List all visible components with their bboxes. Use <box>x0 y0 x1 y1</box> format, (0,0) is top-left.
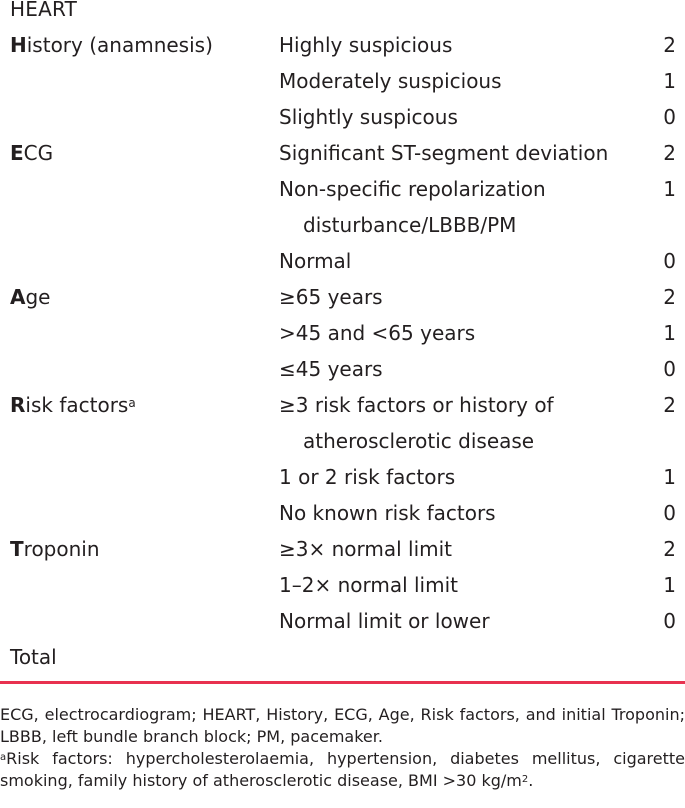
criterion-text: Normal <box>279 249 352 273</box>
score-value: 1 <box>663 465 676 489</box>
score-value: 2 <box>663 393 676 417</box>
category-label: Risk factors$^a$ <box>10 393 136 417</box>
total-label: Total <box>10 645 57 669</box>
table-title: HEART <box>10 0 78 21</box>
criterion-text: ≥3× normal limit <box>279 537 453 561</box>
score-value: 1 <box>663 321 676 345</box>
score-value: 0 <box>663 249 676 273</box>
risk-factors-footnote: $^a$Risk factors: hypercholesterolaemia, hypertension, diabetes mellitus, cigarette smoking, family history of atherosclerotic disease, BMI >30 $kg/m^2$. <box>0 749 685 790</box>
score-value: 2 <box>663 285 676 309</box>
criterion-text: >45 and <65 years <box>279 321 476 345</box>
category-label: Age <box>10 285 51 309</box>
criterion-text: Significant ST-segment deviation <box>279 141 609 165</box>
table-footnotes <box>0 704 685 792</box>
criterion-text: Non-specific repolarization disturbance/LBBB/PM <box>279 177 546 237</box>
score-value: 0 <box>663 501 676 525</box>
criterion-text: 1 or 2 risk factors <box>279 465 456 489</box>
criterion-text: Slightly suspicous <box>279 105 458 129</box>
category-label: ECG <box>10 141 54 165</box>
abbreviations-footnote: ECG, electrocardiogram; HEART, History, ECG, Age, Risk factors, and initial Troponin; LBBB, left bundle branch block; PM, pacemaker. <box>0 705 685 746</box>
score-value: 0 <box>663 105 676 129</box>
score-value: 1 <box>663 573 676 597</box>
criterion-text: ≥3 risk factors or history of atherosclerotic disease <box>279 393 554 453</box>
table-bottom-rule <box>0 681 685 684</box>
score-value: 1 <box>663 69 676 93</box>
score-value: 0 <box>663 609 676 633</box>
criterion-text: ≤45 years <box>279 357 383 381</box>
score-value: 2 <box>663 33 676 57</box>
criterion-text: No known risk factors <box>279 501 496 525</box>
criterion-text: 1–2× normal limit <box>279 573 458 597</box>
criterion-text: Normal limit or lower <box>279 609 490 633</box>
category-label: History (anamnesis) <box>10 33 213 57</box>
criterion-text: ≥65 years <box>279 285 383 309</box>
score-value: 2 <box>663 537 676 561</box>
score-value: 2 <box>663 141 676 165</box>
footnote-marker: a <box>128 396 136 410</box>
score-value: 0 <box>663 357 676 381</box>
score-value: 1 <box>663 177 676 201</box>
criterion-text: Moderately suspicious <box>279 69 502 93</box>
criterion-text: Highly suspicious <box>279 33 453 57</box>
category-label: Troponin <box>10 537 100 561</box>
